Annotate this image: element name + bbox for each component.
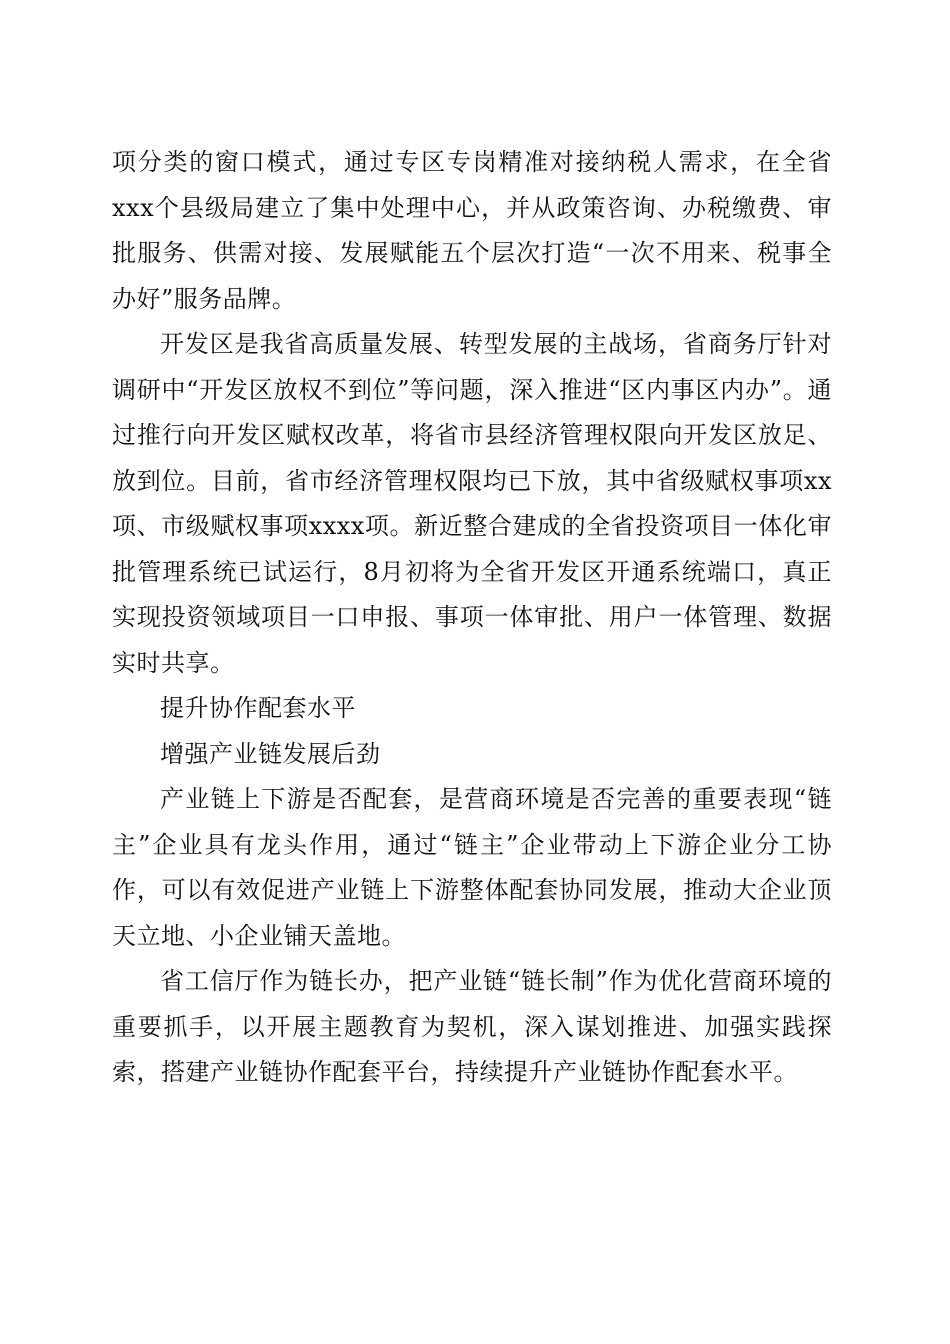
section-heading-1: 提升协作配套水平 [160, 694, 356, 722]
document-body [112, 140, 832, 1096]
paragraph-4: 省工信厅作为链长办，把产业链“链长制”作为优化营商环境的重要抓手，以开展主题教育为契机，深入谋划推进、加强实践探索，搭建产业链协作配套平台，持续提升产业链协作配套水平。 [112, 967, 832, 1086]
paragraph-3: 产业链上下游是否配套，是营商环境是否完善的重要表现“链主”企业具有龙头作用，通过“链主”企业带动上下游企业分工协作，可以有效促进产业链上下游整体配套协同发展，推动大企业顶天立地、小企业铺天盖地。 [112, 785, 832, 950]
paragraph-2: 开发区是我省高质量发展、转型发展的主战场，省商务厅针对调研中“开发区放权不到位”等问题，深入推进“区内事区内办”。通过推行向开发区赋权改革，将省市县经济管理权限向开发区放足、放到位。目前，省市经济管理权限均已下放，其中省级赋权事项xx项、市级赋权事项xxxx项。新近整合建成的全省投资项目一体化审批管理系统已试运行，8月初将为全省开发区开通系统端口，真正实现投资领域项目一口申报、事项一体审批、用户一体管理、数据实时共享。 [112, 330, 832, 677]
section-heading-2: 增强产业链发展后劲 [160, 739, 381, 768]
paragraph-1: 项分类的窗口模式，通过专区专岗精准对接纳税人需求，在全省xxx个县级局建立了集中处理中心，并从政策咨询、办税缴费、审批服务、供需对接、发展赋能五个层次打造“一次不用来、税事全办好”服务品牌。 [112, 148, 832, 313]
